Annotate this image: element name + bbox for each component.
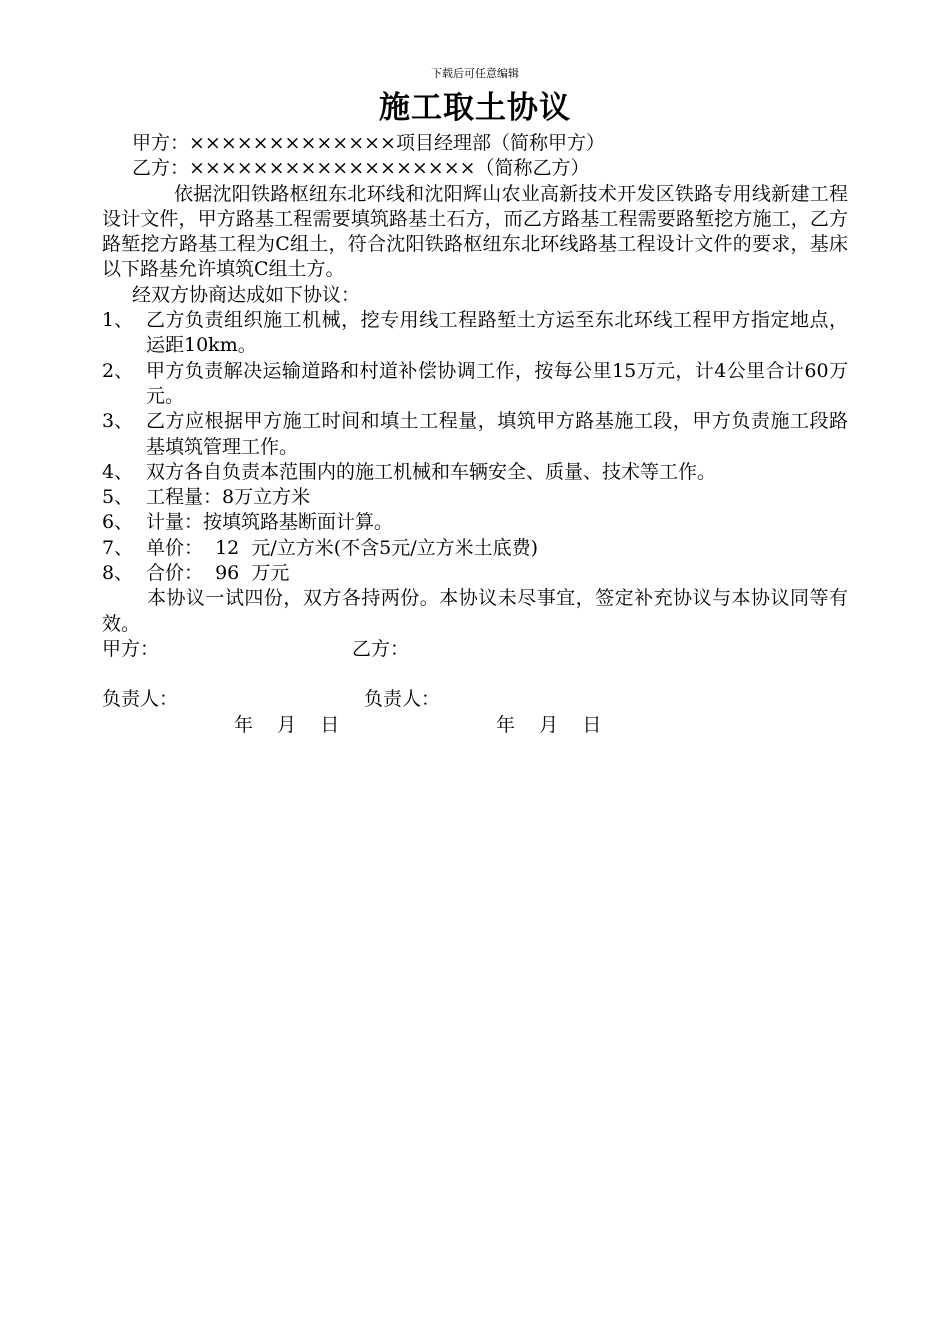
item-text: 乙方负责组织施工机械，挖专用线工程路堑土方运至东北环线工程甲方指定地点，运距10km。 xyxy=(146,309,848,357)
intro-paragraph: 依据沈阳铁路枢纽东北环线和沈阳辉山农业高新技术开发区铁路专用线新建工程设计文件，甲方路基工程需要填筑路基土石方，而乙方路基工程需要路堑挖方施工，乙方路堑挖方路基工程为C组土，符合沈阳铁路枢纽东北环线路基工程设计文件的要求，基床以下路基允许填筑C组土方。 xyxy=(102,182,848,281)
agreement-item xyxy=(102,308,848,359)
agreement-item xyxy=(102,359,848,410)
closing-paragraph: 本协议一试四份，双方各持两份。本协议未尽事宜，签定补充协议与本协议同等有效。 xyxy=(102,587,848,635)
agreement-item xyxy=(102,510,848,535)
item-number: 1、 xyxy=(102,309,134,332)
item-text: 双方各自负责本范围内的施工机械和车辆安全、质量、技术等工作。 xyxy=(146,460,717,483)
item-number: 2、 xyxy=(102,359,134,382)
item-text: 合价： 96 万元 xyxy=(146,562,290,585)
agreement-item xyxy=(102,409,848,460)
header-note: 下载后可任意编辑 xyxy=(431,67,519,80)
item-number: 7、 xyxy=(102,536,134,559)
date-a: 年 月 日 xyxy=(234,713,340,736)
item-number: 8、 xyxy=(102,562,134,585)
item-text: 单价： 12 元/立方米(不含5元/立方米土底费) xyxy=(146,536,539,559)
item-text: 乙方应根据甲方施工时间和填土工程量，填筑甲方路基施工段，甲方负责施工段路基填筑管理工作。 xyxy=(146,410,848,458)
item-number: 5、 xyxy=(102,486,134,509)
item-text: 工程量：8万立方米 xyxy=(146,486,311,509)
agreement-item xyxy=(102,485,848,510)
item-text: 甲方负责解决运输道路和村道补偿协调工作，按每公里15万元，计4公里合计60万元。 xyxy=(146,359,848,407)
item-number: 6、 xyxy=(102,511,134,534)
responsible-b-label: 负责人： xyxy=(364,688,441,711)
agreement-item xyxy=(102,561,848,586)
agreement-item xyxy=(102,536,848,561)
document-body xyxy=(102,131,848,738)
party-a-signature-label: 甲方： xyxy=(102,637,160,660)
party-b-line: 乙方：××××××××××××××××××（简称乙方） xyxy=(132,157,590,180)
item-number: 4、 xyxy=(102,460,134,483)
signature-party-row xyxy=(102,637,848,662)
item-text: 计量：按填筑路基断面计算。 xyxy=(146,511,394,534)
document-title: 施工取土协议 xyxy=(379,90,571,126)
signature-responsible-row xyxy=(102,687,848,712)
responsible-a-label: 负责人： xyxy=(102,688,179,711)
agreement-item xyxy=(102,460,848,485)
signature-date-row xyxy=(102,713,848,738)
party-a-line: 甲方：×××××××××××××项目经理部（简称甲方） xyxy=(132,132,605,154)
item-number: 3、 xyxy=(102,410,134,433)
agreement-intro: 经双方协商达成如下协议： xyxy=(132,283,361,306)
party-b-signature-label: 乙方： xyxy=(352,637,410,660)
date-b: 年 月 日 xyxy=(496,713,602,736)
